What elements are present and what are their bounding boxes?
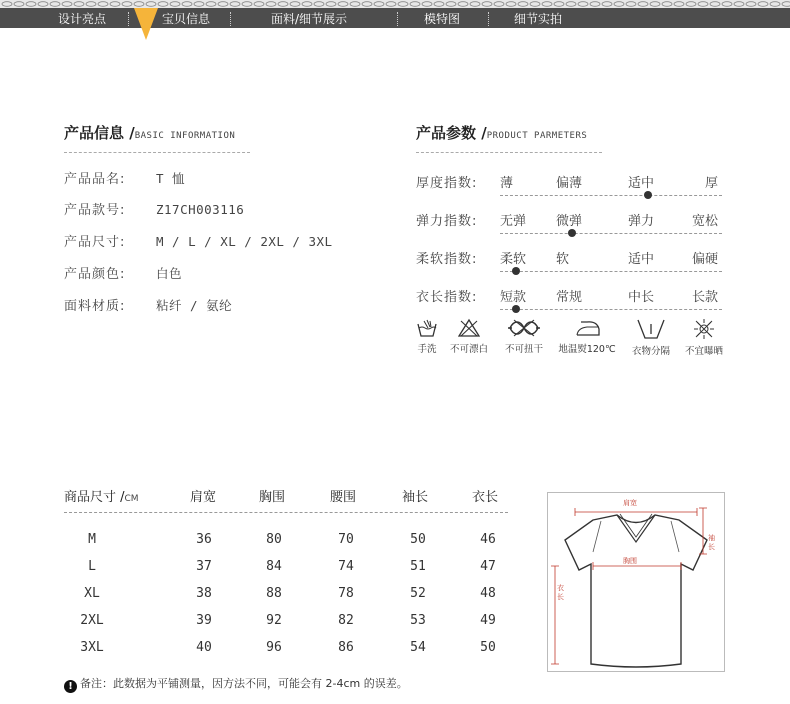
param-option: 适中 bbox=[628, 176, 655, 191]
care-item-no-wring bbox=[500, 318, 548, 355]
info-value: M / L / XL / 2XL / 3XL bbox=[156, 234, 333, 249]
table-cell: 36 bbox=[196, 532, 212, 547]
care-item-low-iron bbox=[556, 318, 618, 355]
param-label: 弹力指数: bbox=[416, 214, 478, 229]
tab-design-highlights[interactable]: 设计亮点 bbox=[58, 12, 107, 26]
param-option: 微弹 bbox=[556, 214, 583, 229]
info-row-material bbox=[64, 295, 232, 314]
param-selected-dot bbox=[512, 305, 520, 313]
col-header-shoulder: 肩宽 bbox=[190, 490, 217, 505]
care-item-hand-wash bbox=[412, 318, 442, 355]
product-params-title-cn: 产品参数 / bbox=[416, 124, 487, 142]
table-cell: 92 bbox=[266, 613, 282, 628]
col-header-sleeve: 袖长 bbox=[402, 490, 429, 505]
tshirt-measurement-diagram bbox=[547, 492, 725, 672]
chest-label: 胸围 bbox=[623, 557, 637, 565]
param-scale-line bbox=[500, 233, 722, 234]
param-row bbox=[416, 210, 722, 236]
divider bbox=[416, 152, 602, 153]
param-selected-dot bbox=[644, 191, 652, 199]
table-cell-size: 3XL bbox=[80, 640, 104, 655]
care-item-separate bbox=[626, 318, 676, 357]
param-selected-dot bbox=[512, 267, 520, 275]
param-label: 衣长指数: bbox=[416, 290, 478, 305]
tab-fabric-details[interactable]: 面料/细节展示 bbox=[271, 12, 348, 26]
nav-divider bbox=[397, 12, 398, 26]
param-label: 柔软指数: bbox=[416, 252, 478, 267]
sleeve-length-label: 袖长 bbox=[708, 534, 715, 551]
col-header-chest: 胸围 bbox=[259, 490, 286, 505]
care-label: 不宜曝晒 bbox=[684, 346, 723, 357]
info-value: 白色 bbox=[156, 266, 183, 281]
low-iron-icon bbox=[571, 318, 603, 338]
col-header-length: 衣长 bbox=[472, 490, 499, 505]
param-option: 无弹 bbox=[500, 214, 527, 229]
table-cell: 78 bbox=[338, 586, 354, 601]
info-value: 粘纤 / 氨纶 bbox=[156, 298, 233, 313]
table-cell: 50 bbox=[410, 532, 426, 547]
table-cell-size: L bbox=[88, 559, 96, 574]
divider bbox=[64, 152, 250, 153]
info-row-style-no bbox=[64, 199, 244, 218]
param-scale-line bbox=[500, 271, 722, 272]
care-item-no-bleach bbox=[446, 318, 492, 355]
table-cell: 46 bbox=[480, 532, 496, 547]
param-selected-dot bbox=[568, 229, 576, 237]
param-scale-line bbox=[500, 309, 722, 310]
table-cell: 40 bbox=[196, 640, 212, 655]
table-cell: 37 bbox=[196, 559, 212, 574]
care-item-no-sun bbox=[680, 318, 728, 357]
table-cell: 74 bbox=[338, 559, 354, 574]
care-label: 不可扭干 bbox=[504, 344, 543, 355]
table-cell: 96 bbox=[266, 640, 282, 655]
param-option: 厚 bbox=[704, 176, 718, 191]
param-option: 适中 bbox=[628, 252, 655, 267]
care-label: 衣物分隔 bbox=[631, 346, 670, 357]
shoulder-width-label: 肩宽 bbox=[623, 499, 637, 507]
param-row bbox=[416, 248, 722, 274]
info-row-name bbox=[64, 168, 185, 187]
table-cell: 84 bbox=[266, 559, 282, 574]
warning-icon: ! bbox=[64, 680, 77, 693]
param-option: 偏硬 bbox=[691, 252, 718, 267]
care-label: 不可漂白 bbox=[449, 344, 488, 355]
table-cell-size: M bbox=[88, 532, 96, 547]
care-label: 手洗 bbox=[417, 344, 437, 355]
table-cell: 51 bbox=[410, 559, 426, 574]
info-label: 产品颜色: bbox=[64, 267, 126, 282]
info-row-color bbox=[64, 263, 182, 282]
param-row bbox=[416, 172, 722, 198]
info-label: 产品尺寸: bbox=[64, 235, 126, 250]
param-option: 偏薄 bbox=[556, 176, 583, 191]
no-bleach-icon bbox=[458, 318, 480, 338]
table-cell: 52 bbox=[410, 586, 426, 601]
param-option: 薄 bbox=[500, 176, 514, 191]
info-label: 产品品名: bbox=[64, 172, 126, 187]
table-cell: 70 bbox=[338, 532, 354, 547]
size-table-title-cn: 商品尺寸 / bbox=[64, 490, 125, 505]
table-cell: 86 bbox=[338, 640, 354, 655]
tab-model-photos[interactable]: 模特图 bbox=[424, 12, 461, 26]
size-table-unit: CM bbox=[124, 494, 139, 504]
table-cell: 80 bbox=[266, 532, 282, 547]
table-cell: 53 bbox=[410, 613, 426, 628]
info-value: T 恤 bbox=[156, 171, 186, 186]
table-cell: 47 bbox=[480, 559, 496, 574]
table-cell-size: 2XL bbox=[80, 613, 104, 628]
table-cell: 82 bbox=[338, 613, 354, 628]
param-option: 长款 bbox=[691, 290, 718, 305]
info-label: 面料材质: bbox=[64, 299, 126, 314]
tab-detail-shots[interactable]: 细节实拍 bbox=[514, 12, 563, 26]
care-label: 地温熨120℃ bbox=[558, 344, 616, 355]
param-option: 宽松 bbox=[691, 214, 718, 229]
table-cell: 88 bbox=[266, 586, 282, 601]
col-header-waist: 腰围 bbox=[330, 490, 357, 505]
size-table-title bbox=[64, 486, 139, 505]
nav-tabs bbox=[0, 8, 790, 28]
note-text: 备注：此数据为平铺测量，因方法不同，可能会有 2-4cm 的误差。 bbox=[80, 677, 408, 690]
product-info-title bbox=[64, 122, 235, 143]
table-cell-size: XL bbox=[84, 586, 100, 601]
info-label: 产品款号: bbox=[64, 203, 126, 218]
tshirt-outline bbox=[547, 492, 725, 672]
nav-divider bbox=[230, 12, 231, 26]
param-option: 短款 bbox=[500, 290, 527, 305]
info-value: Z17CH003116 bbox=[156, 202, 245, 217]
product-params-title bbox=[416, 122, 587, 143]
no-sun-dry-icon bbox=[693, 318, 715, 340]
param-option: 柔软 bbox=[500, 252, 527, 267]
measurement-note bbox=[64, 675, 408, 693]
nav-divider bbox=[128, 12, 129, 26]
product-params-title-en: PRODUCT PARMETERS bbox=[486, 131, 588, 141]
table-cell: 38 bbox=[196, 586, 212, 601]
info-row-sizes bbox=[64, 231, 333, 250]
table-divider bbox=[64, 512, 508, 513]
product-info-title-en: BASIC INFORMATION bbox=[134, 131, 236, 141]
table-cell: 39 bbox=[196, 613, 212, 628]
table-cell: 50 bbox=[480, 640, 496, 655]
param-scale-line bbox=[500, 195, 722, 196]
nav-divider bbox=[488, 12, 489, 26]
no-wring-icon bbox=[506, 318, 542, 338]
separate-wash-icon bbox=[635, 318, 667, 340]
tab-product-info[interactable]: 宝贝信息 bbox=[162, 12, 211, 26]
param-option: 中长 bbox=[628, 290, 655, 305]
param-option: 软 bbox=[556, 252, 570, 267]
table-cell: 49 bbox=[480, 613, 496, 628]
hand-wash-icon bbox=[416, 318, 438, 338]
param-option: 常规 bbox=[556, 290, 583, 305]
chain-border-decoration bbox=[0, 0, 790, 8]
table-cell: 54 bbox=[410, 640, 426, 655]
product-info-title-cn: 产品信息 / bbox=[64, 124, 135, 142]
length-label: 衣长 bbox=[557, 584, 564, 601]
param-label: 厚度指数: bbox=[416, 176, 478, 191]
param-row bbox=[416, 286, 722, 312]
table-cell: 48 bbox=[480, 586, 496, 601]
param-option: 弹力 bbox=[628, 214, 655, 229]
